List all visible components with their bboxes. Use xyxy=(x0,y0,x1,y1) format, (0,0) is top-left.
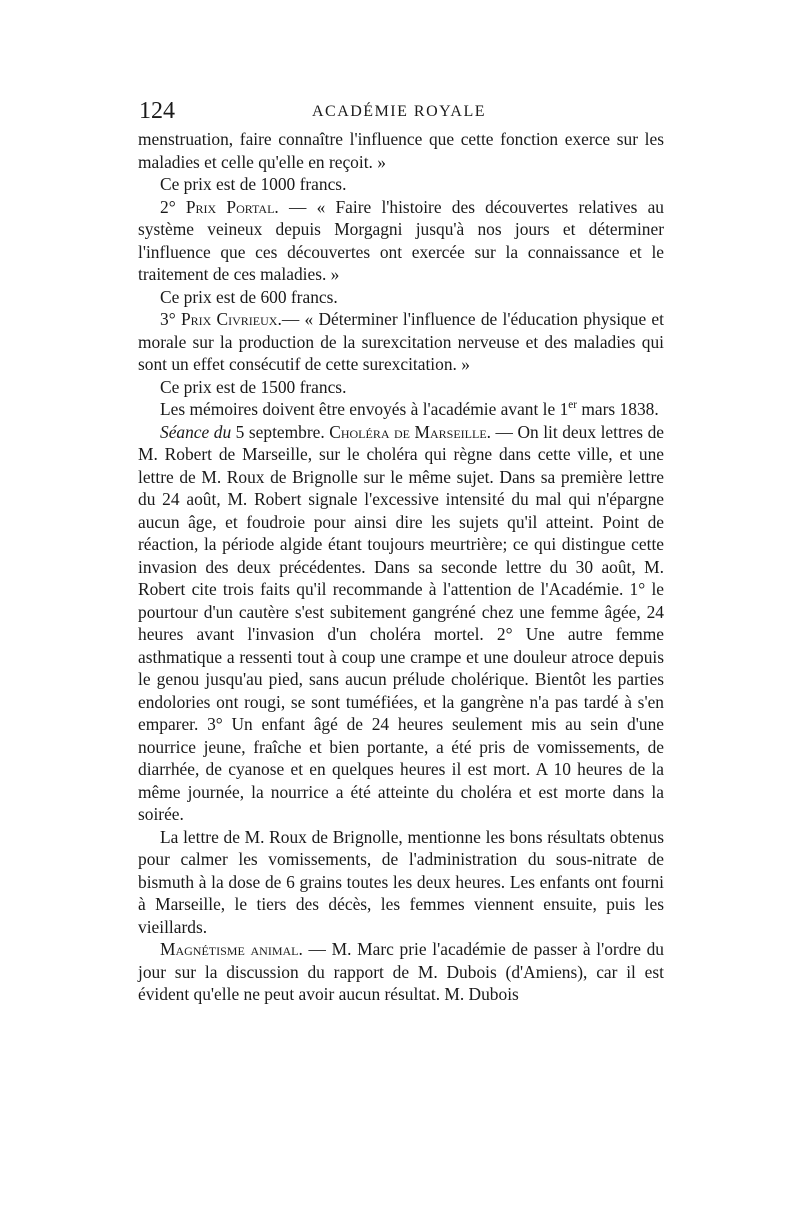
paragraph-prize-amount-3 xyxy=(138,376,664,399)
prize-number: 3° xyxy=(160,309,176,329)
paragraph-text: — « Faire l'histoire des découvertes relatives au système veineux depuis Morgagni jusqu'à nos jours et déterminer l'influence que ces découvertes ont exercée sur la connaissance et le traitement de ces maladies. » xyxy=(138,196,664,284)
paragraph-text: mars 1838. xyxy=(577,399,659,419)
paragraph-magnetisme xyxy=(138,938,664,1006)
section-heading: Choléra de Marseille. xyxy=(329,421,492,442)
paragraph-prix-portal xyxy=(138,196,664,286)
page-body xyxy=(138,128,664,1006)
paragraph-text: Ce prix est de 600 francs. xyxy=(160,286,338,307)
superscript: er xyxy=(568,399,578,412)
paragraph-1 xyxy=(138,128,664,173)
section-heading: Magnétisme animal. xyxy=(160,939,303,959)
prize-label: Prix Civrieux. xyxy=(180,309,282,329)
paragraph-text: La lettre de M. Roux de Brignolle, mentionne les bons résultats obtenus pour calmer les vomissements, de l'administration du sous-nitrate de bismuth à la dose de 6 grains toutes les deux heures. Les enfants ont fourni à Marseille, le tiers des décès, les femmes viennent ensuite, puis les vieillards. xyxy=(138,826,664,937)
paragraph-prize-amount-2 xyxy=(138,286,664,309)
paragraph-text: Les mémoires doivent être envoyés à l'académie avant le 1 xyxy=(160,399,569,419)
paragraph-roux xyxy=(138,826,664,939)
prize-label: Prix Portal. xyxy=(185,196,279,217)
paragraph-cholera xyxy=(138,421,664,826)
running-head: ACADÉMIE ROYALE xyxy=(311,103,487,120)
session-date: 5 septembre. xyxy=(231,421,330,442)
paragraph-deadline xyxy=(138,398,664,421)
paragraph-prix-civrieux xyxy=(138,308,664,376)
session-label: Séance du xyxy=(160,421,232,442)
page-number: 124 xyxy=(139,98,175,124)
paragraph-text: Ce prix est de 1000 francs. xyxy=(160,174,347,194)
paragraph-text: — On lit deux lettres de M. Robert de Marseille, sur le choléra qui règne dans cette ville, et une lettre de M. Roux de Brignolle sur le même sujet. Dans sa première lettre du 24 août, M. Robert signale l'excessive intensité du mal qui n'épargne aucun âge, et foudroie pour ainsi dire les sujets qu'il atteint. Point de réaction, la période algide étant toujours meurtrière; ce qui distingue cette invasion des deux précédentes. Dans sa seconde lettre du 30 août, M. Robert cite trois faits qu'il recommande à l'attention de l'Académie. 1° le pourtour d'un cautère s'est subitement gangréné chez une femme âgée, 24 heures avant l'invasion d'un choléra mortel. 2° Une autre femme asthmatique a ressenti tout à coup une crampe et une douleur atroce depuis le genou jusqu'au pied, sans aucun prélude cholérique. Bientôt les parties endolories ont rougi, se sont tuméfiées, et la gangrène n'a pas tardé à s'en emparer. 3° Un enfant âgé de 24 heures seulement mis au sein d'une nourrice jeune, fraîche et bien portante, a été pris de vomissements, de diarrhée, de cyanose et en quelques heures il est mort. A 10 heures de la même journée, la nourrice a été atteinte du choléra et est morte dans la soirée. xyxy=(138,421,664,824)
paragraph-text: menstruation, faire connaître l'influence que cette fonction exerce sur les maladies et celle qu'elle en reçoit. » xyxy=(138,129,664,172)
paragraph-prize-amount-1 xyxy=(138,173,664,196)
page-header xyxy=(133,98,665,128)
paragraph-text: — « Déterminer l'influence de l'éducation physique et morale sur la production de la surexcitation nerveuse et des maladies qui sont un effet consécutif de cette surexcitation. » xyxy=(138,309,664,374)
prize-number: 2° xyxy=(160,196,176,217)
paragraph-text: Ce prix est de 1500 francs. xyxy=(160,376,347,397)
paragraph-text: — M. Marc prie l'académie de passer à l'ordre du jour sur la discussion du rapport de M. Dubois (d'Amiens), car il est évident qu'elle ne peut avoir aucun résultat. M. Dubois xyxy=(138,939,664,1004)
